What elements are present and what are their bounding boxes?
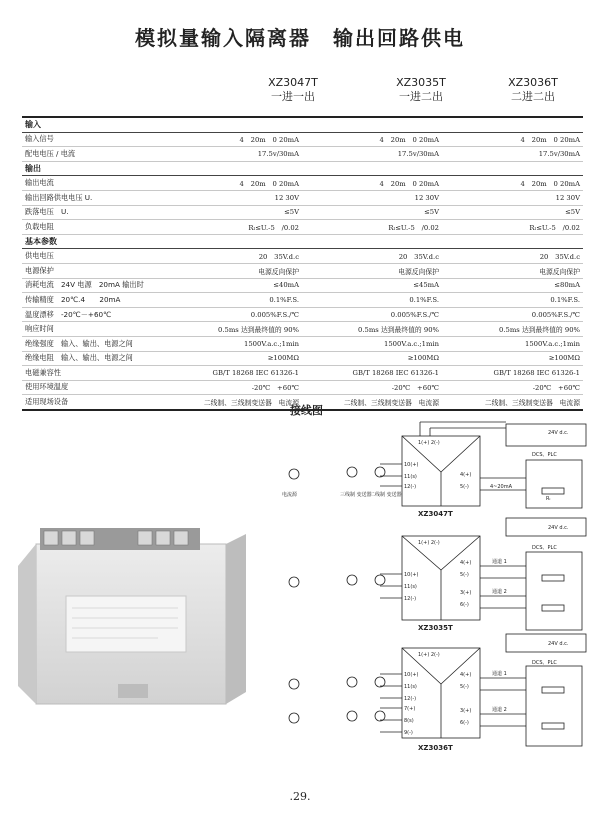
spec-value: 0.1%F.S. <box>162 293 302 308</box>
spec-value: ≤45mA <box>302 278 442 293</box>
spec-row <box>22 263 583 278</box>
sig-label: 4~20mA <box>490 484 513 490</box>
term-in2-2: 8(s) <box>404 718 414 724</box>
term-out-4: 6(-) <box>460 602 469 608</box>
dcs-label: DCS、PLC <box>532 452 557 458</box>
spec-label: 温度漂移 -20℃－+60℃ <box>22 307 162 322</box>
term-in-1: 10(+) <box>404 462 419 468</box>
spec-value: ≤40mA <box>162 278 302 293</box>
spec-value: 电源反向保护 <box>442 263 583 278</box>
spec-value: 4 20m 0 20mA <box>442 176 583 191</box>
wiring-title: 接线图 <box>290 404 323 417</box>
spec-row <box>22 190 583 205</box>
channel-1-label: 通道 1 <box>492 559 507 565</box>
model-header-1 <box>238 76 348 104</box>
term-top-1: 1(+) 2(-) <box>418 440 440 446</box>
spec-value: ≤5V <box>162 205 302 220</box>
page-number: .29. <box>289 790 311 803</box>
spec-row <box>22 249 583 264</box>
spec-row <box>22 220 583 235</box>
spec-value: 二线制、三线制变送器 电流源 <box>442 395 583 410</box>
spec-value <box>302 234 442 249</box>
spec-value: 4 20m 0 20mA <box>442 132 583 147</box>
spec-value: 4 20m 0 20mA <box>162 132 302 147</box>
spec-value: 0.1%F.S. <box>442 293 583 308</box>
supply-label: 24V d.c. <box>548 525 569 531</box>
spec-value: ≥100MΩ <box>442 351 583 366</box>
spec-value: 4 20m 0 20mA <box>302 132 442 147</box>
product-photo <box>18 526 246 716</box>
diagram-name-2: XZ3035T <box>418 624 453 632</box>
term-out-3: 3(+) <box>460 708 472 714</box>
spec-value: ≥100MΩ <box>162 351 302 366</box>
term-in-3: 12(-) <box>404 484 417 490</box>
spec-value: GB/T 18268 IEC 61326-1 <box>162 366 302 381</box>
diagram-name-1: XZ3047T <box>418 510 453 518</box>
term-out-3: 3(+) <box>460 590 472 596</box>
spec-row <box>22 307 583 322</box>
spec-value <box>442 234 583 249</box>
model-sub: 一进二出 <box>399 90 443 103</box>
spec-value: ≤5V <box>302 205 442 220</box>
spec-value: 17.5v/30mA <box>162 147 302 162</box>
term-out-1: 4(+) <box>460 560 472 566</box>
term-in2-3: 9(-) <box>404 730 413 736</box>
spec-value: 20 35V.d.c <box>442 249 583 264</box>
spec-value: 二线制、三线制变送器 电流源 <box>162 395 302 410</box>
spec-value: 0.5ms 达到最终值的 90% <box>442 322 583 337</box>
supply-label: 24V d.c. <box>548 641 569 647</box>
model-sub: 一进一出 <box>271 90 315 103</box>
spec-row <box>22 322 583 337</box>
spec-row <box>22 336 583 351</box>
spec-row <box>22 293 583 308</box>
term-in2-1: 7(+) <box>404 706 416 712</box>
spec-table <box>22 116 583 411</box>
term-in-1: 10(+) <box>404 572 419 578</box>
spec-value <box>442 161 583 176</box>
term-top-3: 1(+) 2(-) <box>418 652 440 658</box>
spec-value: 0.005%F.S./℃ <box>442 307 583 322</box>
spec-label: 配电电压 / 电流 <box>22 147 162 162</box>
channel-2-label: 通道 2 <box>492 589 507 595</box>
spec-value: ≥100MΩ <box>302 351 442 366</box>
spec-label: 电磁兼容性 <box>22 366 162 381</box>
spec-value: 二线制、三线制变送器 电流源 <box>302 395 442 410</box>
src-label-2: 三线制 变送器 <box>340 492 372 498</box>
spec-value: -20℃ +60℃ <box>442 380 583 395</box>
spec-row <box>22 176 583 191</box>
channel-2-label: 通道 2 <box>492 707 507 713</box>
spec-row <box>22 351 583 366</box>
supply-label: 24V d.c. <box>548 430 569 436</box>
dcs-label: DCS、PLC <box>532 660 557 666</box>
spec-label: 响应时间 <box>22 322 162 337</box>
spec-label: 输出 <box>22 161 162 176</box>
spec-value: -20℃ +60℃ <box>302 380 442 395</box>
spec-value: ≤5V <box>442 205 583 220</box>
spec-value: GB/T 18268 IEC 61326-1 <box>442 366 583 381</box>
spec-label: 输出电流 <box>22 176 162 191</box>
spec-value: 0.5ms 达到最终值的 90% <box>302 322 442 337</box>
spec-value: 4 20m 0 20mA <box>162 176 302 191</box>
spec-value: 电源反向保护 <box>162 263 302 278</box>
term-in-3: 12(-) <box>404 696 417 702</box>
src-label-3: 二线制 变送器 <box>370 492 402 498</box>
spec-value: GB/T 18268 IEC 61326-1 <box>302 366 442 381</box>
spec-label: 消耗电流 24V 电源 20mA 输出时 <box>22 278 162 293</box>
spec-row <box>22 366 583 381</box>
spec-section-row <box>22 234 583 249</box>
spec-value: 12 30V <box>302 190 442 205</box>
spec-label: 输入 <box>22 117 162 132</box>
term-out-1: 4(+) <box>460 672 472 678</box>
spec-label: 绝缘电阻 输入、输出、电源之间 <box>22 351 162 366</box>
spec-value: 17.5v/30mA <box>302 147 442 162</box>
spec-row <box>22 205 583 220</box>
spec-label: 电源保护 <box>22 263 162 278</box>
model-header-3 <box>478 76 588 104</box>
term-in-2: 11(s) <box>404 474 417 480</box>
term-top-2: 1(+) 2(-) <box>418 540 440 546</box>
term-in-2: 11(s) <box>404 684 417 690</box>
spec-value: 0.005%F.S./℃ <box>162 307 302 322</box>
spec-label: 基本参数 <box>22 234 162 249</box>
wiring-diagram <box>280 420 590 760</box>
term-in-1: 10(+) <box>404 672 419 678</box>
spec-value: 1500V.a.c.;1min <box>162 336 302 351</box>
spec-label: 传输精度 20℃.4 20mA <box>22 293 162 308</box>
spec-value <box>162 117 302 132</box>
model-code: XZ3035T <box>396 76 446 89</box>
model-sub: 二进二出 <box>511 90 555 103</box>
spec-label: 绝缘强度 输入、输出、电源之间 <box>22 336 162 351</box>
term-out-2: 5(-) <box>460 484 469 490</box>
spec-value: Rₗ≤U.-5 /0.02 <box>162 220 302 235</box>
spec-value: 电源反向保护 <box>302 263 442 278</box>
term-out-2: 5(-) <box>460 572 469 578</box>
spec-label: 负载电阻 <box>22 220 162 235</box>
spec-value: 0.1%F.S. <box>302 293 442 308</box>
spec-value: Rₗ≤U.-5 /0.02 <box>302 220 442 235</box>
spec-value <box>442 117 583 132</box>
spec-value <box>162 234 302 249</box>
spec-value: 0.5ms 达到最终值的 90% <box>162 322 302 337</box>
spec-value: 0.005%F.S./℃ <box>302 307 442 322</box>
spec-value: 12 30V <box>442 190 583 205</box>
spec-section-row <box>22 117 583 132</box>
spec-value: 1500V.a.c.;1min <box>442 336 583 351</box>
spec-label: 适用现场设备 <box>22 395 162 410</box>
term-out-4: 6(-) <box>460 720 469 726</box>
spec-value: ≤80mA <box>442 278 583 293</box>
dcs-label: DCS、PLC <box>532 545 557 551</box>
term-in-3: 12(-) <box>404 596 417 602</box>
spec-value <box>162 161 302 176</box>
term-in-2: 11(s) <box>404 584 417 590</box>
spec-value: 1500V.a.c.;1min <box>302 336 442 351</box>
load-label: Rₗ <box>546 496 551 502</box>
spec-value: 17.5v/30mA <box>442 147 583 162</box>
spec-row <box>22 132 583 147</box>
spec-value: 4 20m 0 20mA <box>302 176 442 191</box>
spec-label: 输入信号 <box>22 132 162 147</box>
spec-label: 供电电压 <box>22 249 162 264</box>
spec-value: Rₗ≤U.-5 /0.02 <box>442 220 583 235</box>
spec-row <box>22 278 583 293</box>
spec-row <box>22 380 583 395</box>
diagram-name-3: XZ3036T <box>418 744 453 752</box>
model-code: XZ3047T <box>268 76 318 89</box>
term-out-1: 4(+) <box>460 472 472 478</box>
spec-value: 20 35V.d.c <box>162 249 302 264</box>
spec-label: 输出回路供电电压 U. <box>22 190 162 205</box>
spec-value <box>302 161 442 176</box>
page-title: 模拟量输入隔离器 输出回路供电 <box>135 26 465 50</box>
model-code: XZ3036T <box>508 76 558 89</box>
term-out-2: 5(-) <box>460 684 469 690</box>
spec-value: 20 35V.d.c <box>302 249 442 264</box>
spec-section-row <box>22 161 583 176</box>
spec-label: 使用环境温度 <box>22 380 162 395</box>
spec-row <box>22 147 583 162</box>
src-label-1: 电流源 <box>282 492 298 498</box>
spec-value <box>302 117 442 132</box>
model-header-2 <box>366 76 476 104</box>
spec-value: 12 30V <box>162 190 302 205</box>
channel-1-label: 通道 1 <box>492 671 507 677</box>
spec-label: 跌落电压 U. <box>22 205 162 220</box>
spec-value: -20℃ +60℃ <box>162 380 302 395</box>
